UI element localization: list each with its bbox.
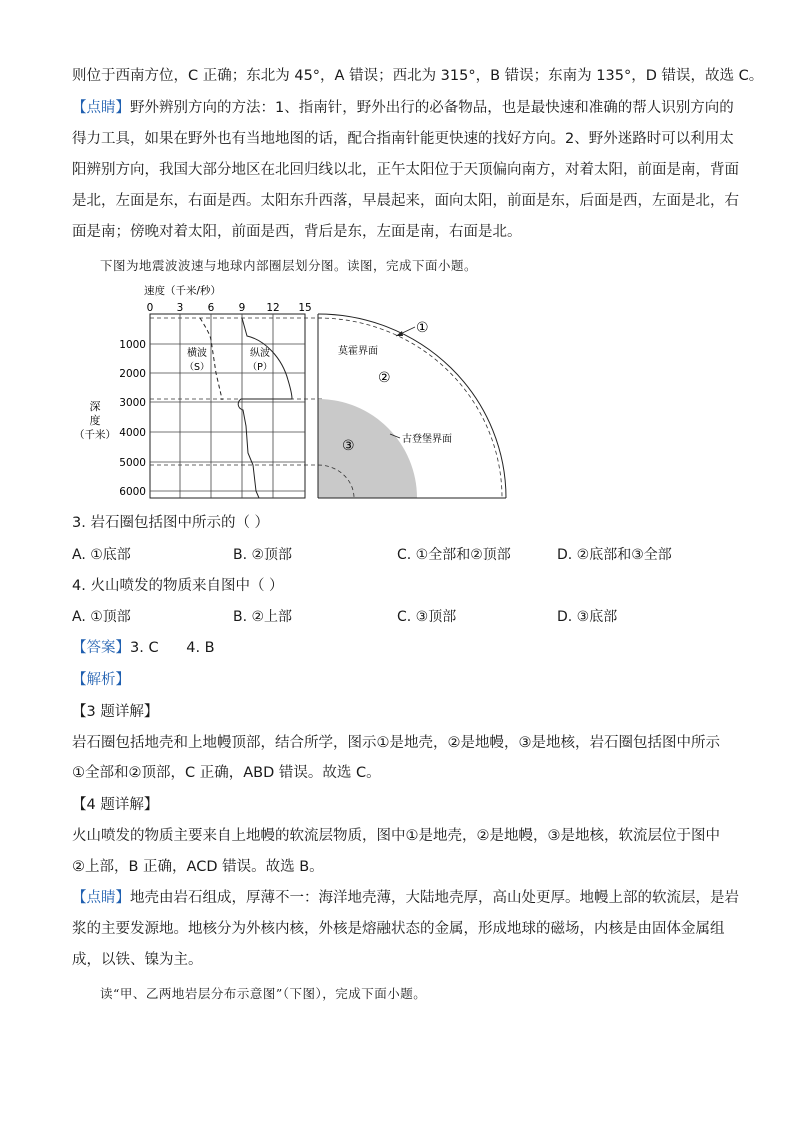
speed-axis-label: 速度（千米/秒）: [144, 285, 222, 297]
core-region: [318, 399, 417, 498]
text-line: 阳辨别方向，我国大部分地区在北回归线以北，正午太阳位于天顶偏向南方，对着太阳，前面是南，背面: [72, 162, 739, 178]
speed-tick: 6: [207, 302, 215, 314]
text-line: 得力工具，如果在野外也有当地地图的话，配合指南针能更快速的找好方向。2、野外迷路时可以利用太: [72, 131, 734, 147]
s-wave-label-sub: （S）: [184, 362, 210, 373]
dianjing-paragraph-line: [72, 888, 739, 908]
speed-tick: 12: [266, 302, 280, 314]
horizontal-grid: [150, 344, 305, 491]
depth-axis-label: 深: [89, 400, 101, 413]
figure-caption: 下图为地震波波速与地球内部圈层划分图。读图，完成下面小题。: [100, 258, 478, 273]
text-line: 成，以铁、镍为主。: [72, 952, 203, 968]
depth-tick: 3000: [119, 397, 146, 409]
q3-option-c: C. ①全部和②顶部: [397, 547, 511, 563]
q4-option-c: C. ③顶部: [397, 609, 457, 625]
s-wave-label: 横波: [187, 348, 207, 359]
q3-option-d: D. ②底部和③全部: [557, 547, 672, 563]
q4-option-b: B. ②上部: [233, 609, 293, 625]
gutenberg-label: 古登堡界面: [402, 434, 452, 445]
text-line: ①全部和②顶部，C 正确，ABD 错误。故选 C。: [72, 765, 381, 781]
text-line: 面是南；傍晚对着太阳，前面是西，背后是东，左面是南，右面是北。: [72, 224, 522, 240]
chart-frame: [150, 314, 305, 498]
p-wave-label-sub: （P）: [247, 362, 273, 373]
depth-tick: 5000: [119, 457, 146, 469]
depth-tick: 6000: [119, 486, 146, 498]
q4-detail-tag: 【4 题详解】: [72, 797, 159, 813]
region-marker-2: ②: [378, 370, 391, 386]
question-3-stem: 3. 岩石圈包括图中所示的（ ）: [72, 515, 270, 531]
text-line: 浆的主要发源地。地核分为外核内核，外核是熔融状态的金属，形成地球的磁场，内核是由固体金属组: [72, 921, 725, 937]
text-line: ②上部，B 正确，ACD 错误。故选 B。: [72, 859, 324, 875]
depth-axis-label: （千米）: [74, 429, 116, 441]
depth-axis-label: 度: [89, 414, 101, 427]
analysis-tag: 【解析】: [72, 672, 130, 688]
depth-tick: 4000: [119, 427, 146, 439]
speed-tick: 0: [146, 302, 154, 314]
region-marker-3: ③: [342, 438, 355, 454]
text-line: 是北，左面是东，右面是西。太阳东升西落，早晨起来，面向太阳，前面是东，后面是西，左面是北，右: [72, 193, 739, 209]
answer-line: [72, 638, 215, 658]
q3-option-a: A. ①底部: [72, 547, 131, 563]
dianjing-paragraph-line: [72, 98, 734, 118]
q3-option-b: B. ②顶部: [233, 547, 293, 563]
q4-option-a: A. ①顶部: [72, 609, 131, 625]
seismic-wave-figure: [60, 278, 530, 504]
q4-option-d: D. ③底部: [557, 609, 618, 625]
answer-text: 3. C 4. B: [130, 640, 215, 656]
moho-label: 莫霍界面: [338, 346, 378, 357]
earth-quarter-section: [318, 314, 506, 498]
speed-tick: 9: [238, 302, 246, 314]
text-line: 岩石圈包括地壳和上地幔顶部，结合所学，图示①是地壳，②是地幔，③是地核，岩石圈包括图中所示: [72, 735, 720, 751]
speed-tick: 3: [176, 302, 184, 314]
dianjing-text: 野外辨别方向的方法：1、指南针，野外出行的必备物品，也是最快速和准确的帮人识别方向的: [130, 100, 734, 116]
depth-tick: 2000: [119, 368, 146, 380]
question-4-stem: 4. 火山喷发的物质来自图中（ ）: [72, 578, 284, 594]
dianjing-tag: 【点睛】: [72, 100, 130, 116]
text-line: 火山喷发的物质主要来自上地幔的软流层物质，图中①是地壳，②是地幔，③是地核，软流层位于图中: [72, 828, 720, 844]
p-wave-curve: [238, 318, 292, 498]
dianjing-text: 地壳由岩石组成，厚薄不一：海洋地壳薄，大陆地壳厚，高山处更厚。地幔上部的软流层，是岩: [130, 890, 739, 906]
answer-tag: 【答案】: [72, 640, 130, 656]
speed-tick: 15: [298, 302, 312, 314]
q3-detail-tag: 【3 题详解】: [72, 704, 159, 720]
region-marker-1: ①: [416, 320, 429, 336]
next-figure-caption: 读“甲、乙两地岩层分布示意图”（下图），完成下面小题。: [100, 986, 427, 1001]
dianjing-tag: 【点睛】: [72, 890, 130, 906]
depth-tick: 1000: [119, 339, 146, 351]
vertical-grid: [180, 314, 273, 498]
p-wave-label: 纵波: [250, 348, 270, 359]
text-line: 则位于西南方位，C 正确；东北为 45°，A 错误；西北为 315°，B 错误；东南为 135°，D 错误，故选 C。: [72, 68, 764, 84]
boundary-dashes: [150, 318, 322, 465]
